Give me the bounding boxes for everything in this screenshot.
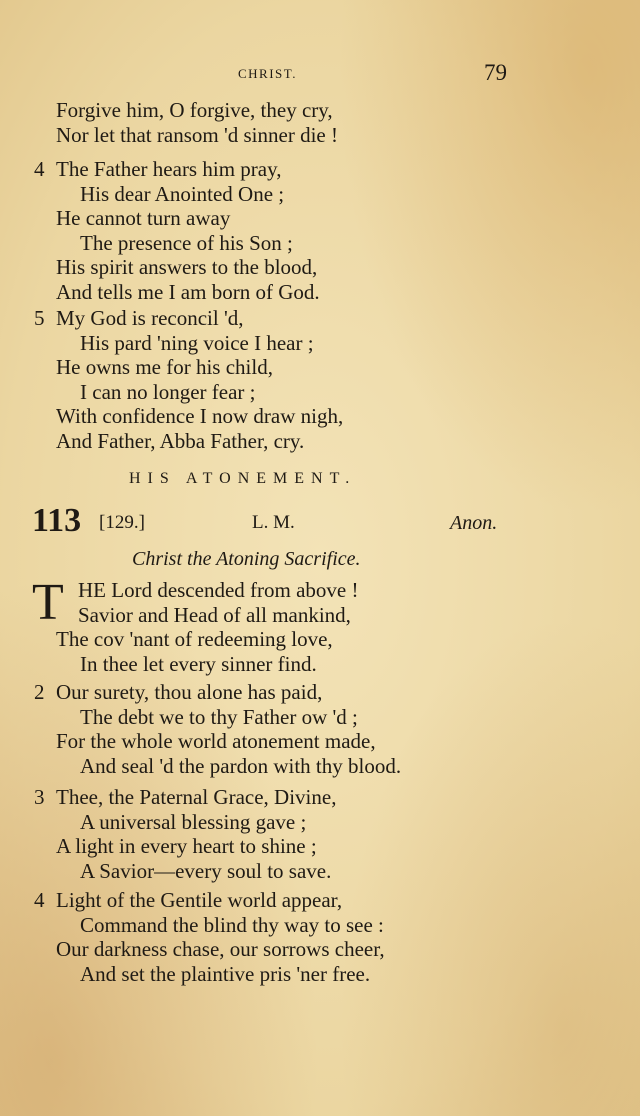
verse-line: He cannot turn away bbox=[56, 206, 231, 230]
verse-line: And seal 'd the pardon with thy blood. bbox=[80, 753, 402, 778]
hymn-meter: L. M. bbox=[252, 512, 295, 533]
verse-number: 4 bbox=[34, 888, 45, 912]
stanza-4 bbox=[34, 888, 594, 986]
section-title: HIS ATONEMENT. bbox=[129, 470, 357, 487]
verse-number: 3 bbox=[34, 785, 45, 809]
verse-line: His spirit answers to the blood, bbox=[56, 255, 318, 279]
verse-line: With confidence I now draw nigh, bbox=[56, 404, 344, 428]
verse-line: Thee, the Paternal Grace, Divine, bbox=[56, 785, 337, 809]
verse-line: The cov 'nant of redeeming love, bbox=[56, 627, 333, 651]
verse-5 bbox=[34, 306, 594, 453]
verse-line: His dear Anointed One ; bbox=[80, 181, 285, 206]
verse-line: His pard 'ning voice I hear ; bbox=[80, 330, 314, 355]
hymn-number: 113 bbox=[32, 502, 82, 539]
stanza-3 bbox=[34, 785, 594, 883]
page-number: 79 bbox=[484, 60, 507, 85]
running-header: CHRIST. bbox=[238, 66, 298, 81]
verse-line: A Savior—every soul to save. bbox=[80, 858, 332, 883]
verse-line: A universal blessing gave ; bbox=[80, 809, 307, 834]
verse-4 bbox=[34, 157, 594, 304]
verse-line: In thee let every sinner find. bbox=[80, 651, 317, 676]
hymn-author: Anon. bbox=[450, 512, 498, 534]
verse-line: He owns me for his child, bbox=[56, 355, 273, 379]
verse-line: Nor let that ransom 'd sinner die ! bbox=[56, 122, 338, 147]
verse-line: Light of the Gentile world appear, bbox=[56, 888, 343, 912]
verse-line: The Father hears him pray, bbox=[56, 157, 282, 181]
verse-line: Our darkness chase, our sorrows cheer, bbox=[56, 937, 385, 961]
verse-line: And set the plaintive pris 'ner free. bbox=[80, 961, 371, 986]
verse-line: For the whole world atonement made, bbox=[56, 729, 376, 753]
verse-line: Command the blind thy way to see : bbox=[80, 912, 384, 937]
verse-line: Forgive him, O forgive, they cry, bbox=[56, 98, 333, 122]
hymn-heading bbox=[32, 504, 514, 544]
verse-line: My God is reconcil 'd, bbox=[56, 306, 244, 330]
hymn-title: Christ the Atoning Sacrifice. bbox=[132, 548, 361, 570]
verse-line: A light in every heart to shine ; bbox=[56, 834, 317, 858]
stanza-1 bbox=[32, 574, 594, 676]
drop-cap: T bbox=[32, 574, 64, 631]
verse-line: The presence of his Son ; bbox=[80, 230, 293, 255]
hymn-reference: [129.] bbox=[99, 512, 145, 533]
verse-number: 5 bbox=[34, 306, 45, 330]
verse-line: Our surety, thou alone has paid, bbox=[56, 680, 323, 704]
verse-line: I can no longer fear ; bbox=[80, 379, 256, 404]
verse-number: 2 bbox=[34, 680, 45, 704]
stanza-2 bbox=[34, 680, 594, 778]
verse-line: And Father, Abba Father, cry. bbox=[56, 428, 305, 453]
verse-line: Savior and Head of all mankind, bbox=[78, 602, 351, 627]
verse-continuation bbox=[34, 98, 594, 147]
verse-number: 4 bbox=[34, 157, 45, 181]
verse-line: HE Lord descended from above ! bbox=[78, 578, 359, 602]
verse-line: The debt we to thy Father ow 'd ; bbox=[80, 704, 358, 729]
verse-line: And tells me I am born of God. bbox=[56, 279, 320, 304]
